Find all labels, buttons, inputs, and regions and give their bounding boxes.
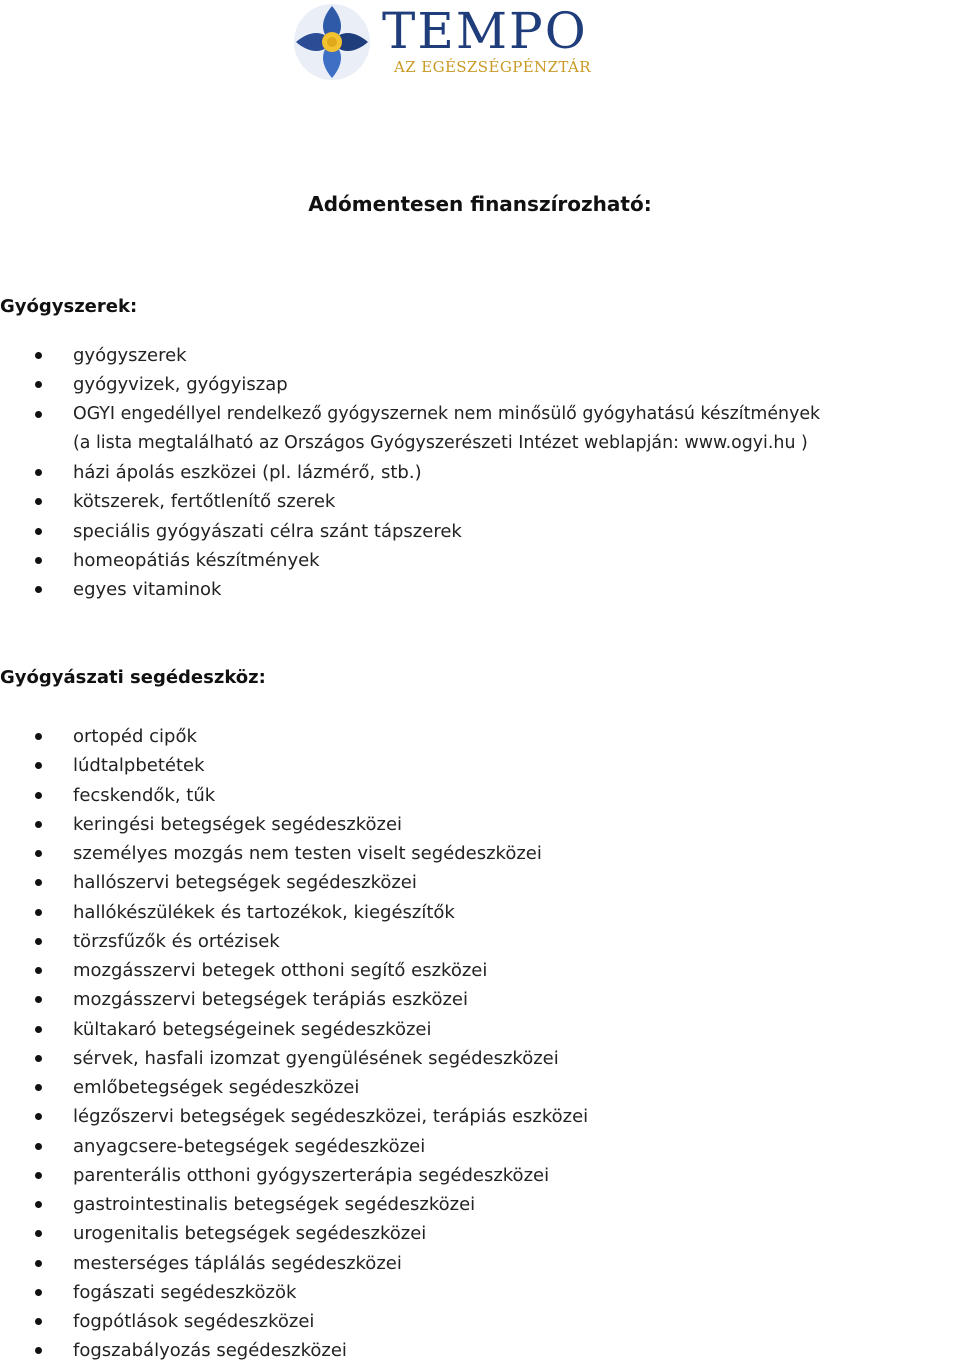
logo-wordmark: TEMPO	[382, 2, 588, 60]
bullet-icon	[35, 411, 42, 418]
bullet-icon	[35, 938, 42, 945]
section-heading-segedeszkoz: Gyógyászati segédeszköz:	[0, 667, 266, 688]
bullet-icon	[35, 996, 42, 1003]
bullet-icon	[35, 528, 42, 535]
bullet-icon	[35, 879, 42, 886]
bullet-icon	[35, 1230, 42, 1237]
list-item: fogszabályozás segédeszközei	[0, 1336, 960, 1365]
bullet-icon	[35, 850, 42, 857]
list-item: fogászati segédeszközök	[0, 1278, 960, 1307]
bullet-icon	[35, 1026, 42, 1033]
list-item: gyógyvizek, gyógyiszap	[0, 370, 960, 399]
list-item: egyes vitaminok	[0, 575, 960, 604]
bullet-icon	[35, 762, 42, 769]
list-item: OGYI engedéllyel rendelkező gyógyszernek nem minősülő gyógyhatású készítmények	[0, 400, 960, 429]
list-item: kültakaró betegségeinek segédeszközei	[0, 1015, 960, 1044]
list-item: légzőszervi betegségek segédeszközei, terápiás eszközei	[0, 1102, 960, 1131]
list-item: emlőbetegségek segédeszközei	[0, 1073, 960, 1102]
list-item: mozgásszervi betegek otthoni segítő eszközei	[0, 956, 960, 985]
bullet-icon	[35, 1055, 42, 1062]
list-item: sérvek, hasfali izomzat gyengülésének segédeszközei	[0, 1044, 960, 1073]
bullet-icon	[35, 967, 42, 974]
bullet-icon	[35, 1113, 42, 1120]
medical-aids-list	[0, 722, 960, 1366]
list-item: ortopéd cipők	[0, 722, 960, 751]
list-item: homeopátiás készítmények	[0, 546, 960, 575]
bullet-icon	[35, 733, 42, 740]
list-item: hallószervi betegségek segédeszközei	[0, 868, 960, 897]
list-item: parenterális otthoni gyógyszerterápia segédeszközei	[0, 1161, 960, 1190]
logo-mark-icon	[290, 0, 374, 84]
bullet-icon	[35, 557, 42, 564]
logo-subtitle: AZ EGÉSZSÉGPÉNZTÁR	[394, 58, 591, 76]
list-item: fogpótlások segédeszközei	[0, 1307, 960, 1336]
list-item: gyógyszerek	[0, 341, 960, 370]
list-item: urogenitalis betegségek segédeszközei	[0, 1219, 960, 1248]
bullet-icon	[35, 792, 42, 799]
list-item: anyagcsere-betegségek segédeszközei	[0, 1132, 960, 1161]
bullet-icon	[35, 469, 42, 476]
bullet-icon	[35, 821, 42, 828]
list-item: hallókészülékek és tartozékok, kiegészítők	[0, 898, 960, 927]
list-item: speciális gyógyászati célra szánt tápszerek	[0, 517, 960, 546]
bullet-icon	[35, 1289, 42, 1296]
bullet-icon	[35, 498, 42, 505]
bullet-icon	[35, 1318, 42, 1325]
list-item: mozgásszervi betegségek terápiás eszközei	[0, 985, 960, 1014]
section-heading-gyogyszerek: Gyógyszerek:	[0, 296, 138, 317]
list-item: gastrointestinalis betegségek segédeszközei	[0, 1190, 960, 1219]
bullet-icon	[35, 909, 42, 916]
bullet-icon	[35, 586, 42, 593]
medicines-list	[0, 341, 960, 604]
document-title: Adómentesen finanszírozható:	[308, 192, 652, 216]
bullet-icon	[35, 1347, 42, 1354]
list-item: törzsfűzők és ortézisek	[0, 927, 960, 956]
bullet-icon	[35, 1084, 42, 1091]
bullet-icon	[35, 1143, 42, 1150]
bullet-icon	[35, 1201, 42, 1208]
list-item: lúdtalpbetétek	[0, 751, 960, 780]
bullet-icon	[35, 1172, 42, 1179]
list-item: mesterséges táplálás segédeszközei	[0, 1249, 960, 1278]
bullet-icon	[35, 381, 42, 388]
list-item: kötszerek, fertőtlenítő szerek	[0, 487, 960, 516]
list-item-continuation: (a lista megtalálható az Országos Gyógyszerészeti Intézet weblapján: www.ogyi.hu )	[73, 432, 808, 453]
bullet-icon	[35, 352, 42, 359]
list-item: házi ápolás eszközei (pl. lázmérő, stb.)	[0, 458, 960, 487]
bullet-icon	[35, 1260, 42, 1267]
list-item: fecskendők, tűk	[0, 781, 960, 810]
tempo-logo	[290, 0, 635, 84]
list-item: személyes mozgás nem testen viselt segédeszközei	[0, 839, 960, 868]
list-item: keringési betegségek segédeszközei	[0, 810, 960, 839]
